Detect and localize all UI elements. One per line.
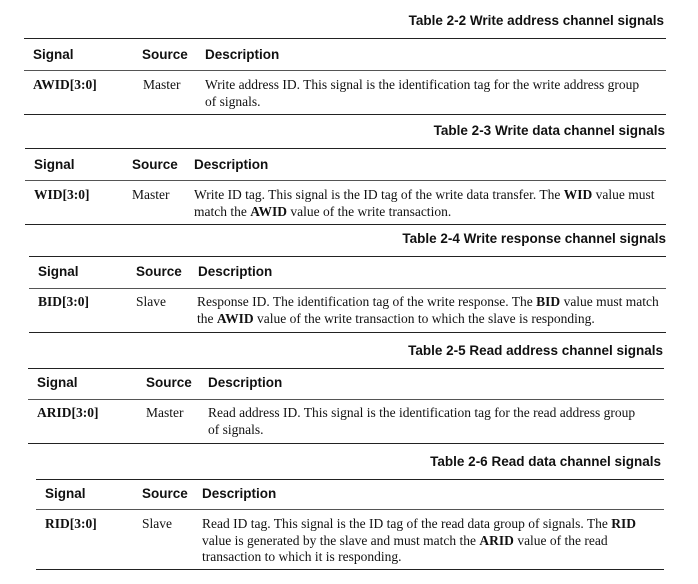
signal-name: BID[3:0] [38, 294, 89, 309]
signal-description [197, 294, 661, 327]
description-text: Response ID. The identification tag of the write response. The [197, 294, 537, 309]
header-rule [28, 399, 664, 400]
table-top-rule [25, 148, 666, 149]
table-bottom-rule [28, 443, 664, 444]
signal-reference: RID [611, 516, 637, 531]
table-bottom-rule [25, 224, 666, 225]
signal-source: Master [146, 405, 184, 420]
table-bottom-rule [24, 114, 666, 115]
description-text: value of the write transaction to which the slave is responding. [253, 310, 595, 326]
header-rule [36, 509, 664, 510]
description-column-header: Description [205, 47, 280, 62]
signal-reference: AWID [216, 310, 254, 326]
table-caption: Table 2-2 Write address channel signals [408, 13, 664, 28]
signal-description [208, 405, 648, 438]
description-column-header: Description [194, 157, 269, 172]
table-caption: Table 2-4 Write response channel signals [402, 231, 666, 246]
signal-name: ARID[3:0] [37, 405, 99, 420]
signal-description [205, 77, 650, 110]
signal-description [194, 187, 660, 220]
description-text: Write ID tag. This signal is the ID tag of the write data transfer. The [194, 187, 564, 202]
signal-column-header: Signal [33, 47, 74, 62]
source-column-header: Source [132, 157, 178, 172]
description-text: value must match the [194, 187, 655, 219]
signal-name: WID[3:0] [34, 187, 90, 202]
description-text: Write address ID. This signal is the identification tag for the write address group of signals. [205, 77, 640, 109]
source-column-header: Source [142, 486, 188, 501]
signal-column-header: Signal [34, 157, 75, 172]
header-rule [29, 288, 666, 289]
table-top-rule [24, 38, 666, 39]
signal-source: Slave [142, 516, 172, 531]
signal-column-header: Signal [37, 375, 78, 390]
source-column-header: Source [142, 47, 188, 62]
header-rule [25, 180, 666, 181]
table-bottom-rule [36, 569, 664, 570]
signal-reference: AWID [250, 203, 287, 219]
signal-name: RID[3:0] [45, 516, 97, 531]
table-top-rule [29, 256, 666, 257]
signal-source: Slave [136, 294, 166, 309]
description-column-header: Description [202, 486, 277, 501]
table-caption: Table 2-5 Read address channel signals [408, 343, 663, 358]
signal-name: AWID[3:0] [33, 77, 97, 92]
table-caption: Table 2-6 Read data channel signals [430, 454, 661, 469]
signal-description [202, 516, 655, 566]
description-text: Read ID tag. This signal is the ID tag of the read data group of signals. The [202, 516, 612, 531]
signal-reference: BID [536, 294, 561, 309]
header-rule [24, 70, 666, 71]
description-text: value of the read transaction to which it is responding. [202, 532, 608, 564]
source-column-header: Source [136, 264, 182, 279]
description-column-header: Description [198, 264, 273, 279]
description-text: Read address ID. This signal is the identification tag for the read address group of signals. [208, 405, 636, 437]
table-top-rule [28, 368, 664, 369]
table-bottom-rule [29, 332, 666, 333]
description-text: value must match the [197, 294, 659, 326]
description-column-header: Description [208, 375, 283, 390]
table-caption: Table 2-3 Write data channel signals [433, 123, 665, 138]
signal-reference: ARID [479, 532, 514, 548]
signal-column-header: Signal [38, 264, 79, 279]
signal-column-header: Signal [45, 486, 86, 501]
signal-reference: WID [563, 187, 593, 202]
source-column-header: Source [146, 375, 192, 390]
signal-source: Master [143, 77, 181, 92]
description-text: value is generated by the slave and must match the [202, 532, 480, 548]
signal-source: Master [132, 187, 170, 202]
description-text: value of the write transaction. [287, 203, 452, 219]
table-top-rule [36, 479, 664, 480]
